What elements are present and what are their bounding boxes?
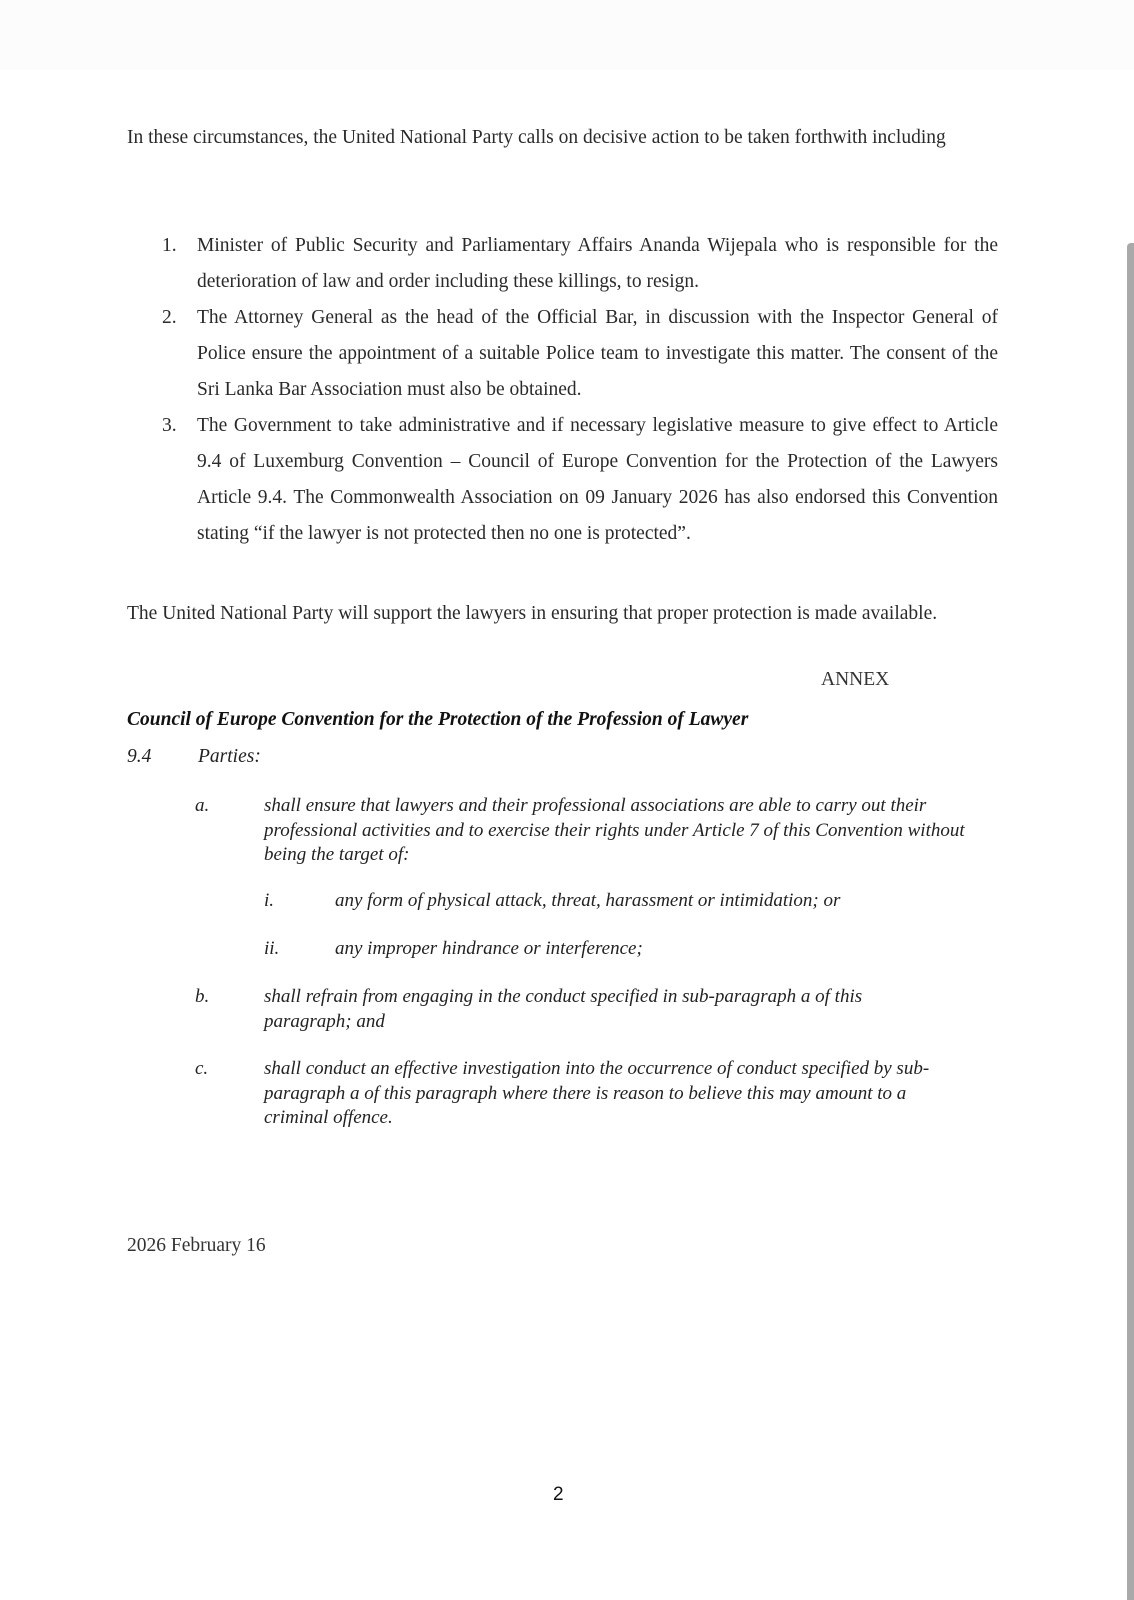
item-letter-c: c. (195, 1058, 209, 1079)
demands-list (160, 228, 998, 552)
demand-item (160, 408, 998, 552)
demand-text: The Government to take administrative and if necessary legislative measure to give effect to Article 9.4 of Luxemburg Convention – Council of Europe Convention for the Protection of the Lawyers Article 9.4. The Commonwealth Association on 09 January 2026 has also endorsed this Convention stating “if the lawyer is not protected then no one is protected”. (197, 415, 998, 544)
sub-item-text-i: any form of physical attack, threat, harassment or intimidation; or (335, 890, 841, 911)
intro-paragraph: In these circumstances, the United National Party calls on decisive action to be taken forthwith including (127, 127, 946, 148)
article-number: 9.4 (127, 746, 152, 767)
page-number: 2 (553, 1484, 564, 1505)
item-text-b: shall refrain from engaging in the conduct specified in sub-paragraph a of this paragraph; and (264, 986, 863, 1032)
sub-item-numeral-ii: ii. (264, 938, 280, 959)
closing-paragraph: The United National Party will support the lawyers in ensuring that proper protection is made available. (127, 603, 938, 624)
document-date: 2026 February 16 (127, 1235, 266, 1256)
item-text-c: shall conduct an effective investigation into the occurrence of conduct specified by sub-paragraph a of this paragraph where there is reason to believe this may amount to a criminal offence. (264, 1058, 930, 1128)
demand-text: The Attorney General as the head of the Official Bar, in discussion with the Inspector General of Police ensure the appointment of a suitable Police team to investigate this matter. The consent of the Sri Lanka Bar Association must also be obtained. (197, 307, 998, 400)
sub-item-text-ii: any improper hindrance or interference; (335, 938, 643, 959)
convention-title: Council of Europe Convention for the Protection of the Profession of Lawyer (127, 709, 749, 730)
item-letter-a: a. (195, 795, 210, 816)
article-label: Parties: (198, 746, 261, 767)
item-text-a: shall ensure that lawyers and their professional associations are able to carry out their professional activities and to exercise their rights under Article 7 of this Convention without being the target of: (264, 795, 965, 865)
sub-item-numeral-i: i. (264, 890, 275, 911)
demand-item (160, 300, 998, 408)
demand-number: 2. (162, 307, 177, 328)
demand-number: 1. (162, 235, 177, 256)
demand-text: Minister of Public Security and Parliamentary Affairs Ananda Wijepala who is responsible for the deterioration of law and order including these killings, to resign. (197, 235, 998, 292)
demand-item (160, 228, 998, 300)
vertical-scrollbar[interactable] (1127, 243, 1134, 1600)
demand-number: 3. (162, 415, 177, 436)
annex-heading: ANNEX (821, 669, 890, 690)
item-letter-b: b. (195, 986, 210, 1007)
